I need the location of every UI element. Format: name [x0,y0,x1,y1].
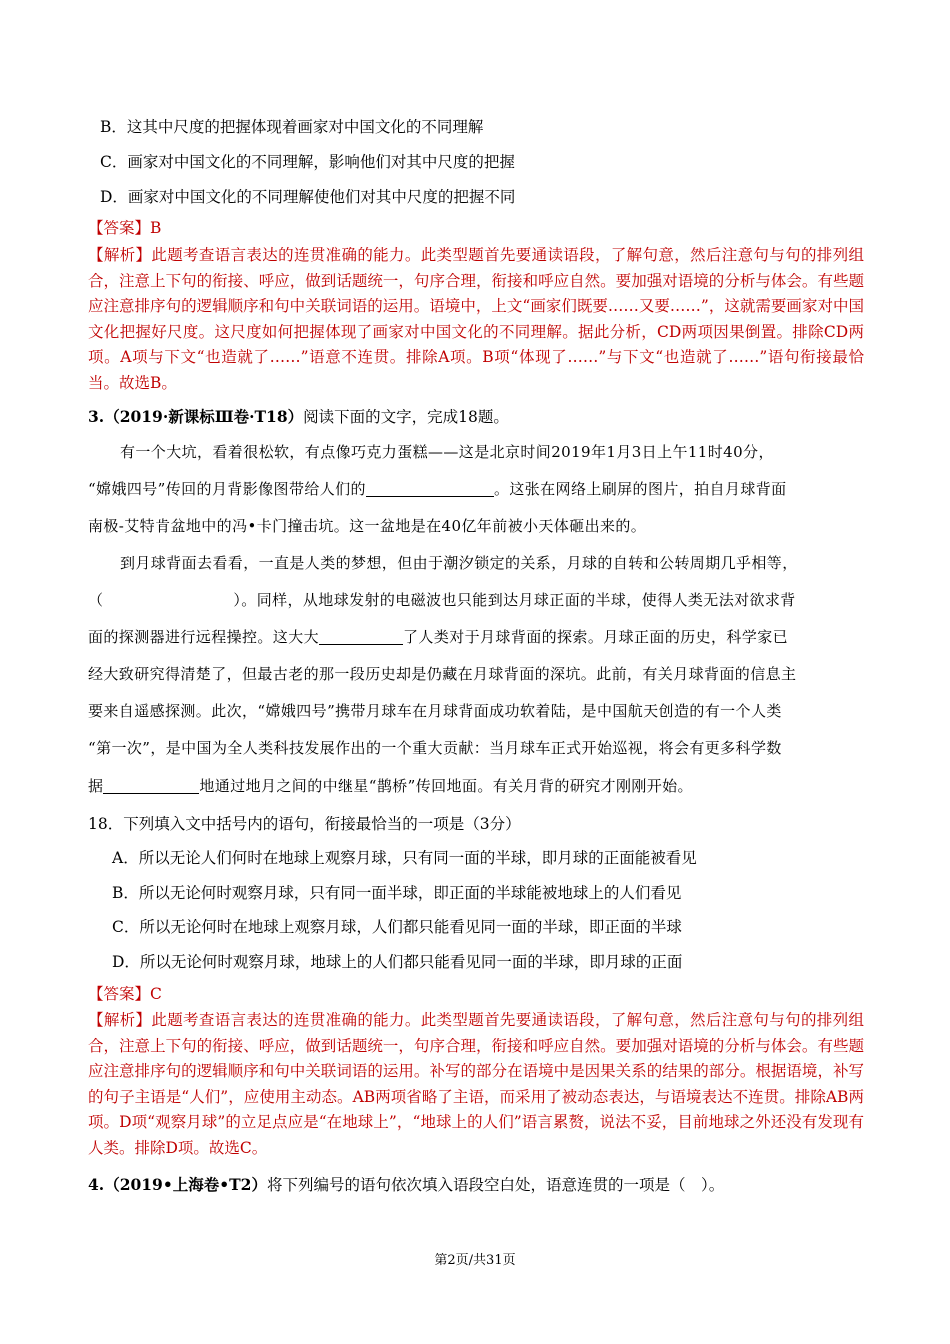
fill-blank-1[interactable] [366,480,494,497]
passage-text: ）。同样，从地球发射的电磁波也只能到达月球正面的半球，使得人类无法对欲求背 [233,591,796,609]
passage-line: 要来自遥感探测。此次，“嫦娥四号”携带月球车在月球背面成功软着陆，是中国航天创造的有一个人类 [88,702,782,720]
passage-text: 地通过地月之间的中继星“鹊桥”传回地面。有关月背的研究才刚刚开始。 [199,777,693,795]
q18-question: 18．下列填入文中括号内的语句，衔接最恰当的一项是（3分） [88,815,521,833]
analysis-tag: 【解析】 [88,1011,152,1029]
q4-number: 4. [88,1175,105,1194]
q18-option-c: C．所以无论何时在地球上观察月球，人们都只能看见同一面的半球，即正面的半球 [112,918,682,936]
q3-source: （2019·新课标Ⅲ卷·T18） [104,407,304,426]
passage-text: 了人类对于月球背面的探索。月球正面的历史，科学家已 [403,628,789,646]
answer-tag: 【答案】 [88,219,151,237]
q2-answer [88,217,161,239]
q3-prompt: 阅读下面的文字，完成18题。 [303,408,509,426]
passage-text: 据 [88,777,104,795]
passage-line: 有一个大坑，看着很松软，有点像巧克力蛋糕——这是北京时间2019年1月3日上午11时40分， [120,443,774,461]
passage-text: 。这张在网络上刷屏的图片，拍自月球背面 [493,480,787,498]
q4-header [88,1174,724,1196]
q2-option-d: D．画家对中国文化的不同理解使他们对其中尺度的把握不同 [100,188,516,206]
q3-analysis [88,1008,864,1161]
q4-prompt: 将下列编号的语句依次填入语段空白处，语意连贯的一项是（ ）。 [266,1176,725,1194]
q2-option-b: B．这其中尺度的把握体现着画家对中国文化的不同理解 [100,118,484,136]
passage-line: “第一次”，是中国为全人类科技发展作出的一个重大贡献：当月球车正式开始巡视，将会有更多科学数 [88,739,782,757]
q3-number: 3. [88,407,105,426]
analysis-text: 此题考查语言表达的连贯准确的能力。此类型题首先要通读语段，了解句意，然后注意句与句的排列组合，注意上下句的衔接、呼应，做到话题统一，句序合理，衔接和呼应自然。要加强对语境的分析与体会。有些题应注意排序句的逻辑顺序和句中关联词语的运用。语境中，上文“画家们既要……又要……”，这就需要画家对中国文化把握好尺度。这尺度如何把握体现了画家对中国文化的不同理解。据此分析，CD两项因果倒置。排除CD两项。A项与下文“也造就了……”语意不连贯。排除A项。B项“体现了……”与下文“也造就了……”语句衔接最恰当。故选B。 [88,246,864,392]
passage-line [88,775,864,797]
fill-blank-3[interactable] [103,777,199,794]
q4-source: （2019•上海卷•T2） [104,1175,267,1194]
q18-option-b: B．所以无论何时观察月球，只有同一面半球，即正面的半球能被地球上的人们看见 [112,884,682,902]
passage-text: “嫦娥四号”传回的月背影像图带给人们的 [88,480,366,498]
analysis-text: 此题考查语言表达的连贯准确的能力。此类型题首先要通读语段，了解句意，然后注意句与句的排列组合，注意上下句的衔接、呼应，做到话题统一，句序合理，衔接和呼应自然。要加强对语境的分析与体会。有些题应注意排序句的逻辑顺序和句中关联词语的运用。补写的部分在语境中是因果关系的结果的部分。根据语境，补写的句子主语是“人们”，应使用主动态。AB两项省略了主语，而采用了被动态表达，与语境表达不连贯。排除AB两项。D项“观察月球”的立足点应是“在地球上”，“地球上的人们”语言累赘，说法不妥，目前地球之外还没有发现有人类。排除D项。故选C。 [88,1011,864,1157]
answer-tag: 【答案】 [88,985,151,1003]
passage-line: 南极-艾特肯盆地中的冯•卡门撞击坑。这一盆地是在40亿年前被小天体砸出来的。 [88,517,647,535]
passage-line: 到月球背面去看看，一直是人类的梦想，但由于潮汐锁定的关系，月球的自转和公转周期几乎相等， [120,554,798,572]
answer-value: B [150,219,162,237]
analysis-tag: 【解析】 [88,246,152,264]
q3-answer [88,983,162,1005]
q2-analysis [88,243,864,396]
q2-option-c: C．画家对中国文化的不同理解，影响他们对其中尺度的把握 [100,153,515,171]
answer-value: C [150,985,162,1003]
passage-line [88,589,864,611]
passage-line [88,626,864,648]
q3-header [88,406,509,428]
passage-line [88,478,864,500]
q18-option-d: D．所以无论何时观察月球，地球上的人们都只能看见同一面的半球，即月球的正面 [112,953,683,971]
passage-line: 经大致研究得清楚了，但最古老的那一段历史却是仍藏在月球背面的深坑。此前，有关月球背面的信息主 [88,665,797,683]
passage-text: 面的探测器进行远程操控。这大大 [88,628,320,646]
page-footer: 第2页/共31页 [434,1253,516,1268]
q18-option-a: A．所以无论人们何时在地球上观察月球，只有同一面的半球，即月球的正面能被看见 [112,849,697,867]
fill-blank-2[interactable] [319,628,403,645]
passage-text: （ [88,591,104,609]
